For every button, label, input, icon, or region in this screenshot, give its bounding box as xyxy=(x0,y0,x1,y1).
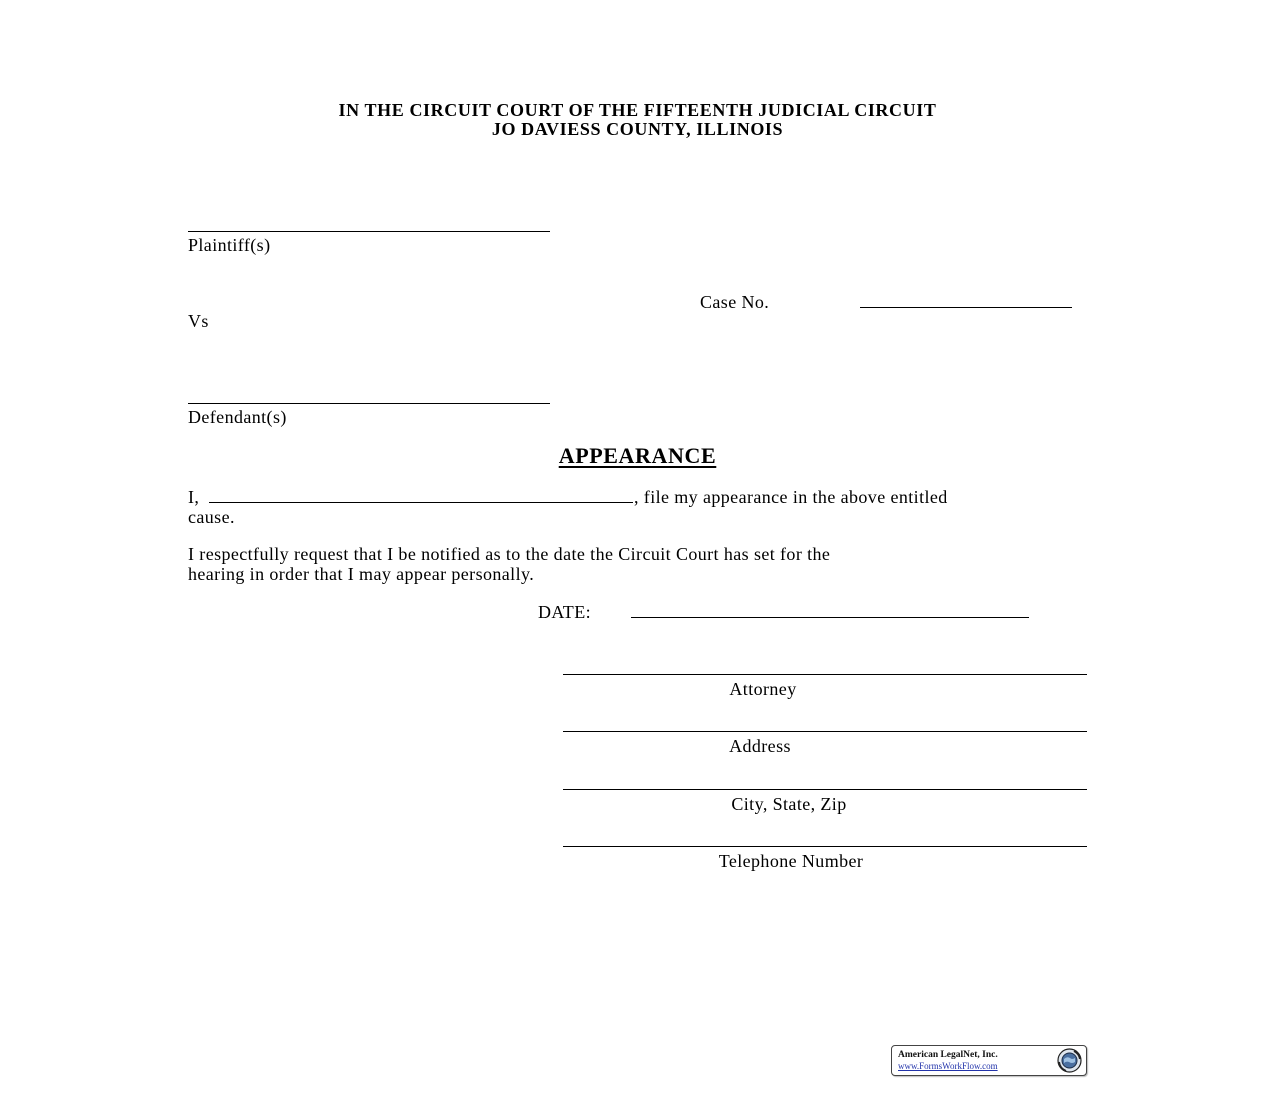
form-title xyxy=(0,443,1275,469)
date-label: DATE: xyxy=(538,602,591,622)
date-field[interactable] xyxy=(631,617,1029,618)
attorney-field[interactable] xyxy=(563,674,1087,675)
city-state-zip-label: City, State, Zip xyxy=(731,794,847,814)
court-title: IN THE CIRCUIT COURT OF THE FIFTEENTH JUDICIAL CIRCUIT xyxy=(338,100,937,120)
case-number-field[interactable] xyxy=(860,307,1072,308)
plaintiff-label: Plaintiff(s) xyxy=(188,235,271,255)
appearance-prefix: I, xyxy=(188,487,200,507)
appearance-statement: , file my appearance in the above entitled xyxy=(634,487,948,507)
notification-request-line2: hearing in order that I may appear personally. xyxy=(188,564,535,584)
badge-company-name: American LegalNet, Inc. xyxy=(898,1050,998,1060)
badge-url-link[interactable]: www.FormsWorkFlow.com xyxy=(898,1061,998,1071)
defendant-name-field[interactable] xyxy=(188,403,550,404)
case-number-label: Case No. xyxy=(700,292,770,312)
defendant-label: Defendant(s) xyxy=(188,407,287,427)
forms-workflow-badge[interactable] xyxy=(891,1045,1087,1076)
county-title: JO DAVIESS COUNTY, ILLINOIS xyxy=(491,119,784,139)
plaintiff-name-field[interactable] xyxy=(188,231,550,232)
telephone-label: Telephone Number xyxy=(718,851,864,871)
attorney-label: Attorney xyxy=(729,679,797,699)
city-state-zip-field[interactable] xyxy=(563,789,1087,790)
address-field[interactable] xyxy=(563,731,1087,732)
appearance-statement-end: cause. xyxy=(188,507,235,527)
form-title-text: APPEARANCE xyxy=(558,443,717,468)
notification-request-line1: I respectfully request that I be notified as to the date the Circuit Court has set for the xyxy=(188,544,831,564)
globe-logo-icon xyxy=(1057,1048,1082,1073)
address-label: Address xyxy=(729,736,791,756)
versus-label: Vs xyxy=(188,311,209,331)
appearer-name-field[interactable] xyxy=(209,502,633,503)
telephone-field[interactable] xyxy=(563,846,1087,847)
